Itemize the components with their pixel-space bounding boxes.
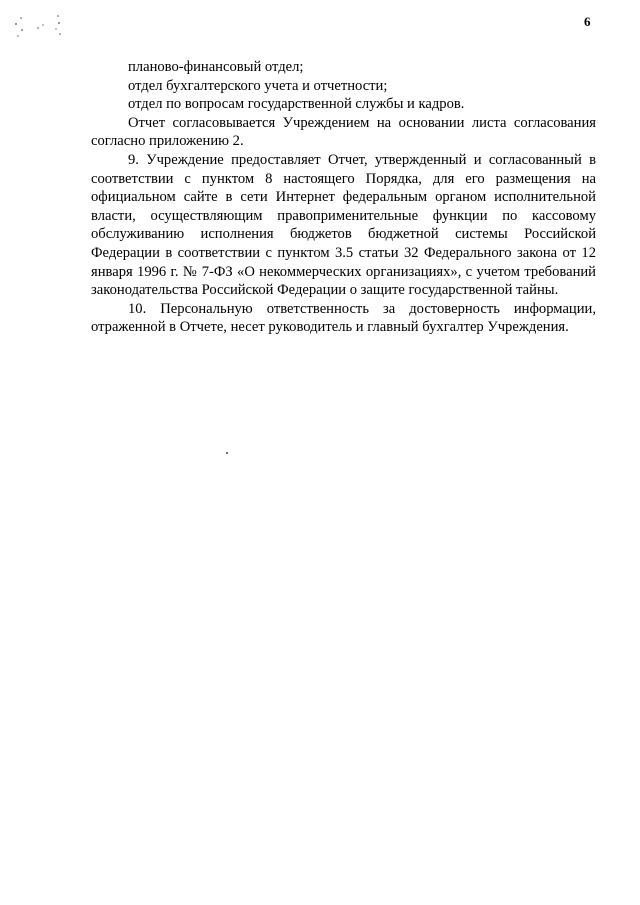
stray-mark (226, 452, 228, 454)
scan-speck (42, 24, 43, 25)
paragraph-10-responsibility: 10. Персональную ответственность за достоверность информации, отраженной в Отчете, несет руководитель и главный бухгалтер Учреждения. (91, 300, 596, 336)
scan-speck (17, 35, 18, 36)
scan-speck (55, 28, 56, 29)
list-item-planning-finance: планово-финансовый отдел; (128, 59, 304, 75)
document-body (91, 58, 596, 337)
scan-speck (58, 22, 60, 24)
scan-specks (12, 14, 74, 44)
paragraph-report-approval: Отчет согласовывается Учреждением на основании листа согласования согласно приложению 2. (91, 114, 596, 150)
list-item-accounting: отдел бухгалтерского учета и отчетности; (128, 77, 388, 94)
scan-speck (59, 33, 61, 35)
scan-speck (57, 15, 59, 17)
scan-speck (21, 29, 23, 31)
page-number: 6 (584, 14, 591, 29)
list-item-civil-service-hr: отдел по вопросам государственной службы и кадров. (128, 96, 465, 113)
scan-speck (37, 27, 39, 29)
scan-speck (20, 17, 22, 19)
paragraph-9-report-submission: 9. Учреждение предоставляет Отчет, утвержденный и согласованный в соответствии с пунктом 8 настоящего Порядка, для его размещения на официальном сайте в сети Интернет федеральным органом исполнительной власти, осуществляющим правоприменительные функции по кассовому обслуживанию исполнения бюджетов бюджетной системы Российской Федерации в соответствии с пунктом 3.5 статьи 32 Федерального закона от 12 января 1996 г. № 7-ФЗ «О некоммерческих организациях», с учетом требований законодательства Российской Федерации о защите государственной тайны. (91, 151, 596, 299)
scan-speck (15, 23, 17, 25)
